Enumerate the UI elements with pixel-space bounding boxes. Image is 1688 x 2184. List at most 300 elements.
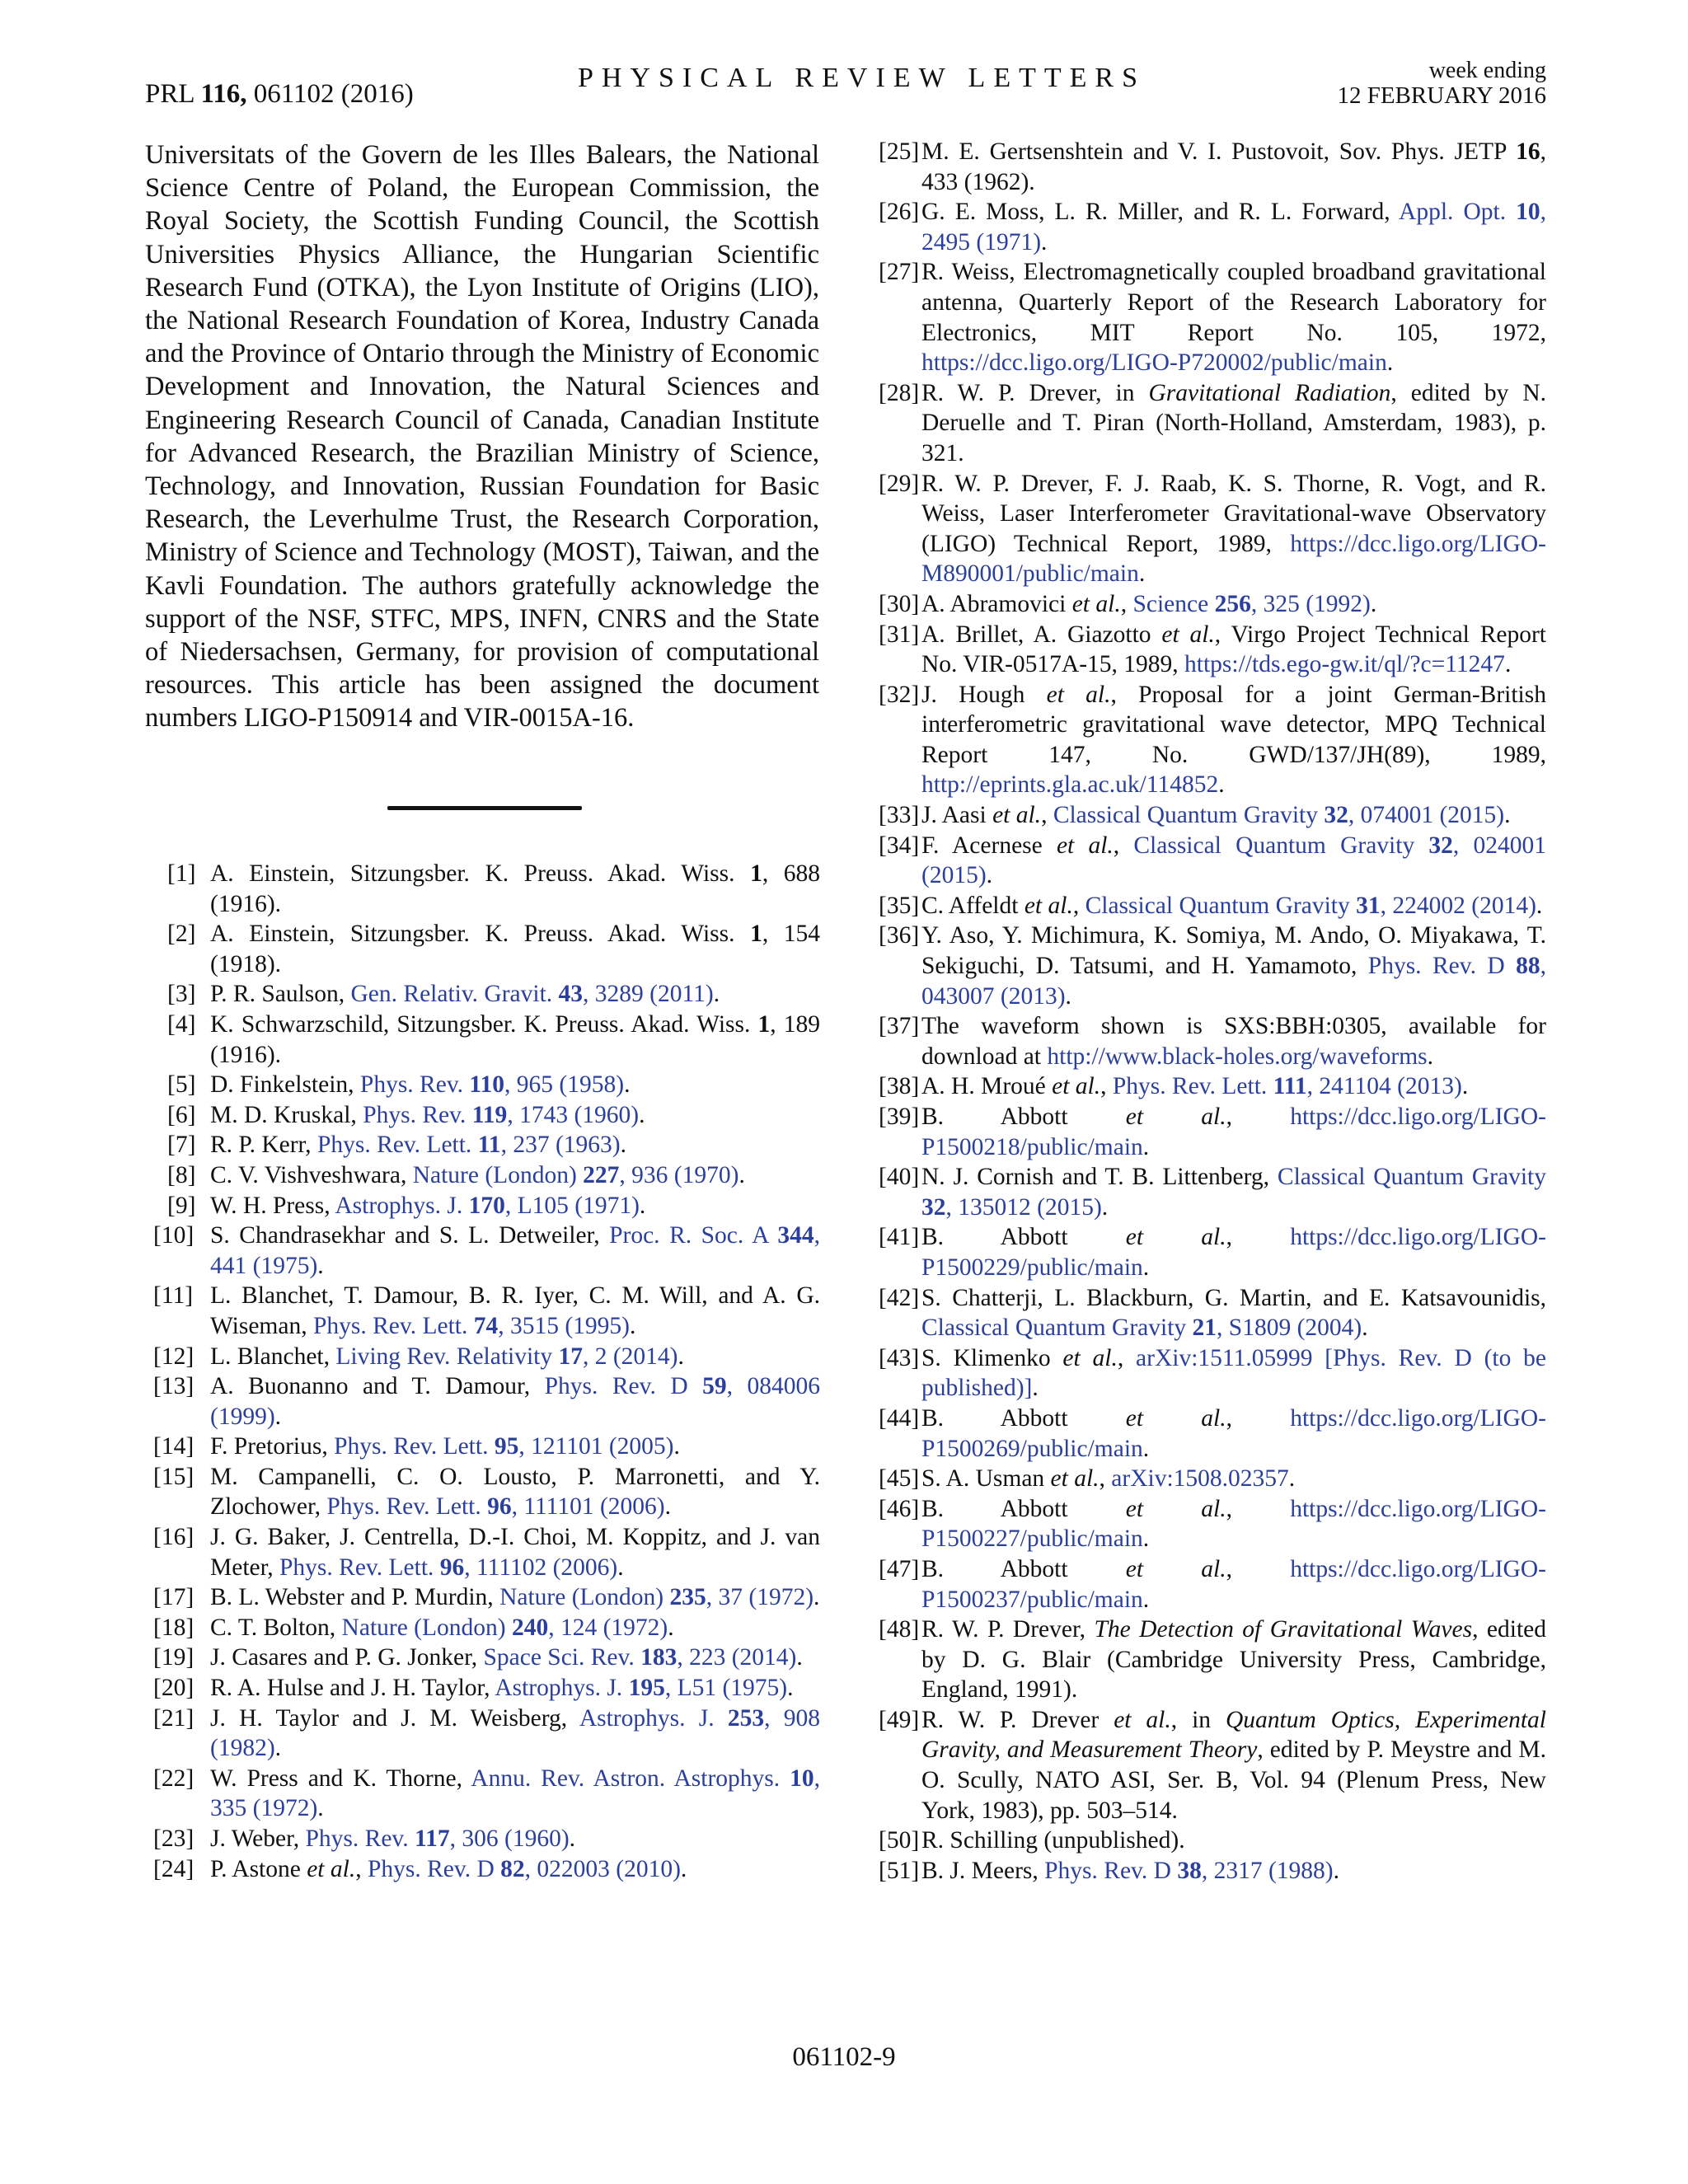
- week-label: week ending: [1428, 58, 1546, 83]
- page-header: [145, 59, 1546, 117]
- reference-text: L. Blanchet, T. Damour, B. R. Iyer, C. M. Will, and A. G. Wiseman,: [210, 1282, 820, 1339]
- reference-item: [153, 1764, 820, 1824]
- reference-text: F. Acernese: [921, 832, 1057, 859]
- reference-item: [879, 1343, 1546, 1404]
- reference-text: .: [1142, 1254, 1150, 1281]
- reference-link[interactable]: https://dcc.ligo.org/LIGO-P1500237/public/main: [921, 1555, 1546, 1613]
- reference-link[interactable]: 10: [1516, 199, 1540, 226]
- reference-link[interactable]: Phys. Rev. D: [367, 1855, 501, 1882]
- reference-link[interactable]: , 37 (1972): [706, 1584, 814, 1611]
- reference-text: C. T. Bolton,: [210, 1614, 342, 1641]
- reference-link[interactable]: Classical Quantum Gravity: [1277, 1164, 1546, 1191]
- reference-number: [33]: [879, 802, 920, 829]
- reference-italic-text: et al.: [1062, 1344, 1118, 1371]
- reference-link[interactable]: , 022003 (2010): [524, 1855, 681, 1882]
- week-date: 12 FEBRUARY 2016: [1337, 82, 1546, 109]
- reference-text: R. Schilling (unpublished).: [921, 1827, 1185, 1854]
- reference-link[interactable]: arXiv:1511.05999 [Phys. Rev. D (to be published)]: [921, 1344, 1546, 1402]
- reference-item: [153, 1342, 820, 1372]
- reference-text: ,: [1113, 832, 1134, 859]
- reference-text: , 433 (1962).: [921, 138, 1546, 195]
- reference-item: [879, 891, 1546, 921]
- reference-item: [153, 1643, 820, 1673]
- reference-link[interactable]: Phys. Rev.: [359, 1071, 470, 1099]
- reference-link[interactable]: 256: [1214, 590, 1251, 617]
- reference-item: [879, 1554, 1546, 1615]
- reference-number: [32]: [879, 681, 920, 708]
- reference-link[interactable]: 195: [628, 1675, 665, 1702]
- reference-text: .: [673, 1433, 680, 1460]
- reference-text: .: [738, 1161, 745, 1188]
- reference-item: [167, 1010, 820, 1070]
- reference-item: [167, 919, 820, 979]
- reference-volume: 1: [750, 921, 762, 948]
- reference-text: .: [569, 1825, 576, 1852]
- reference-number: [5]: [167, 1071, 196, 1099]
- reference-item: [879, 1464, 1546, 1494]
- reference-number: [24]: [153, 1855, 195, 1882]
- reference-link[interactable]: , S1809 (2004): [1217, 1315, 1362, 1342]
- reference-italic-text: et al.: [992, 802, 1042, 829]
- reference-text: .: [624, 1071, 631, 1099]
- reference-item: [879, 589, 1546, 620]
- reference-link[interactable]: , 2495 (1971): [921, 199, 1546, 255]
- reference-text: ,: [1100, 1073, 1113, 1100]
- reference-link[interactable]: Nature (London): [499, 1584, 670, 1611]
- reference-text: .: [986, 862, 993, 889]
- reference-text: .: [678, 1343, 684, 1370]
- reference-number: [26]: [879, 199, 920, 226]
- reference-link[interactable]: 119: [471, 1101, 508, 1128]
- reference-italic-text: et al.: [1046, 681, 1111, 708]
- reference-link[interactable]: Phys. Rev. D: [544, 1373, 703, 1400]
- reference-link[interactable]: http://www.black-holes.org/waveforms: [1047, 1043, 1428, 1070]
- reference-text: A. Einstein, Sitzungsber. K. Preuss. Akad. Wiss.: [210, 860, 751, 887]
- reference-text: .: [796, 1644, 803, 1671]
- reference-link[interactable]: Classical Quantum Gravity: [1133, 832, 1429, 859]
- reference-text: .: [1288, 1465, 1296, 1493]
- reference-text: .: [668, 1614, 674, 1641]
- reference-number: [4]: [167, 1010, 196, 1038]
- reference-text: .: [1386, 349, 1394, 377]
- reference-text: J. Hough: [921, 681, 1047, 708]
- reference-item: [879, 1404, 1546, 1464]
- reference-text: ,: [1072, 892, 1085, 919]
- reference-text: .: [1218, 771, 1225, 799]
- reference-text: J. G. Baker, J. Centrella, D.-I. Choi, M. Koppitz, and J. van Meter,: [210, 1524, 820, 1581]
- reference-text: .: [1504, 802, 1511, 829]
- reference-link[interactable]: , 306 (1960): [449, 1825, 570, 1852]
- reference-link[interactable]: , L105 (1971): [504, 1192, 640, 1219]
- reference-link[interactable]: , 335 (1972): [210, 1765, 820, 1822]
- reference-number: [2]: [167, 921, 196, 948]
- reference-text: The waveform shown is SXS:BBH:0305, available for download at: [921, 1013, 1546, 1070]
- reference-text: A. Abramovici: [921, 590, 1072, 617]
- reference-item: [153, 1281, 820, 1341]
- reference-link[interactable]: 227: [583, 1161, 620, 1188]
- reference-text: ,: [1041, 802, 1053, 829]
- reference-list-right: [879, 137, 1546, 1886]
- reference-text: R. W. P. Drever, F. J. Raab, K. S. Thorne, R. Vogt, and R. Weiss, Laser Interferometer Gravitational-wave Observatory (LIGO) Technical Report, 1989,: [921, 470, 1546, 557]
- reference-text: A. Brillet, A. Giazotto: [921, 621, 1162, 648]
- reference-link[interactable]: , 1743 (1960): [507, 1101, 640, 1128]
- reference-link[interactable]: 95: [494, 1433, 519, 1460]
- reference-link[interactable]: https://dcc.ligo.org/LIGO-P1500269/public/main: [921, 1404, 1546, 1462]
- reference-italic-text: et al.: [1052, 1073, 1101, 1100]
- reference-link[interactable]: , 111102 (2006): [464, 1554, 618, 1581]
- reference-text: .: [1427, 1043, 1434, 1070]
- reference-text: .: [1142, 1133, 1150, 1160]
- reference-link[interactable]: Classical Quantum Gravity: [1053, 802, 1325, 829]
- issue-date: [1337, 58, 1546, 109]
- reference-link[interactable]: , 237 (1963): [500, 1132, 621, 1159]
- reference-text: .: [639, 1101, 645, 1128]
- reference-link[interactable]: , 084006 (1999): [210, 1373, 820, 1430]
- reference-link[interactable]: , 135012 (2015): [945, 1193, 1102, 1221]
- reference-link[interactable]: , 024001 (2015): [921, 832, 1547, 889]
- reference-link[interactable]: 11: [477, 1132, 501, 1159]
- reference-item: [153, 1462, 820, 1522]
- reference-number: [19]: [153, 1644, 195, 1671]
- reference-link[interactable]: 43: [558, 981, 584, 1008]
- reference-item: [153, 1854, 820, 1885]
- reference-link[interactable]: Space Sci. Rev.: [483, 1644, 641, 1671]
- reference-text: , edited by P. Meystre and M. O. Scully, NATO ASI, Ser. B, Vol. 94 (Plenum Press, New York, 1983), pp. 503–514.: [921, 1736, 1546, 1824]
- reference-italic-text: et al.: [1125, 1555, 1226, 1582]
- reference-number: [14]: [153, 1433, 195, 1460]
- reference-text: P. Astone: [210, 1855, 307, 1882]
- reference-link[interactable]: , 224002 (2014): [1380, 892, 1536, 919]
- reference-text: A. Buonanno and T. Damour,: [210, 1373, 545, 1400]
- reference-italic-text: The Detection of Gravitational Waves: [1094, 1616, 1473, 1643]
- reference-link[interactable]: https://tds.ego-gw.it/ql/?c=11247: [1184, 651, 1505, 678]
- reference-item: [153, 1673, 820, 1704]
- reference-number: [25]: [879, 138, 920, 165]
- reference-link[interactable]: Phys. Rev. Lett.: [1112, 1073, 1273, 1100]
- reference-volume: 16: [1516, 138, 1540, 165]
- reference-item: [879, 1494, 1546, 1554]
- reference-text: .: [620, 1132, 626, 1159]
- reference-link[interactable]: 111: [1273, 1073, 1307, 1100]
- reference-link[interactable]: Annu. Rev. Astron. Astrophys.: [471, 1765, 790, 1792]
- reference-text: R. W. P. Drever, in: [921, 379, 1149, 406]
- reference-italic-text: et al.: [307, 1855, 356, 1882]
- reference-item: [153, 1522, 820, 1582]
- reference-item: [879, 197, 1546, 257]
- reference-italic-text: Gravitational Radiation: [1148, 379, 1391, 406]
- reference-text: ,: [355, 1855, 368, 1882]
- reference-link[interactable]: 96: [439, 1554, 465, 1581]
- reference-item: [879, 1011, 1546, 1071]
- reference-text: ,: [1226, 1555, 1291, 1582]
- article-number: 061102 (2016): [253, 79, 414, 109]
- reference-number: [23]: [153, 1825, 195, 1852]
- reference-link[interactable]: 183: [640, 1644, 678, 1671]
- reference-link[interactable]: , 908 (1982): [210, 1704, 821, 1762]
- reference-link[interactable]: 82: [500, 1855, 525, 1882]
- reference-italic-text: et al.: [1056, 832, 1114, 859]
- reference-text: .: [1065, 982, 1071, 1010]
- reference-number: [27]: [879, 259, 920, 286]
- reference-link[interactable]: , 121101 (2005): [518, 1433, 674, 1460]
- reference-link[interactable]: Astrophys. J.: [579, 1704, 728, 1732]
- reference-number: [7]: [167, 1132, 196, 1159]
- reference-link[interactable]: , 936 (1970): [619, 1161, 739, 1188]
- reference-text: , Virgo Project Technical Report No. VIR-0517A-15, 1989,: [921, 621, 1546, 678]
- reference-link[interactable]: , 074001 (2015): [1348, 802, 1505, 829]
- reference-link[interactable]: 38: [1177, 1857, 1202, 1884]
- reference-text: B. Abbott: [921, 1404, 1126, 1432]
- reference-text: S. Klimenko: [921, 1344, 1063, 1371]
- reference-number: [1]: [167, 860, 196, 887]
- reference-italic-text: et al.: [1071, 590, 1121, 617]
- reference-link[interactable]: 253: [727, 1704, 765, 1732]
- reference-text: S. Chandrasekhar and S. L. Detweiler,: [210, 1222, 610, 1249]
- reference-text: , edited by N. Deruelle and T. Piran (North-Holland, Amsterdam, 1983), p. 321.: [921, 379, 1546, 466]
- reference-text: ,: [1226, 1495, 1291, 1522]
- reference-text: K. Schwarzschild, Sitzungsber. K. Preuss. Akad. Wiss.: [210, 1010, 758, 1038]
- reference-link[interactable]: https://dcc.ligo.org/LIGO-P720002/public/main: [921, 349, 1387, 377]
- reference-link[interactable]: , 111101 (2006): [511, 1493, 665, 1521]
- reference-link[interactable]: Astrophys. J.: [495, 1675, 629, 1702]
- reference-item: [153, 1824, 820, 1854]
- reference-text: B. Abbott: [921, 1555, 1126, 1582]
- reference-link[interactable]: Astrophys. J.: [335, 1192, 469, 1219]
- reference-number: [49]: [879, 1706, 920, 1733]
- reference-link[interactable]: http://eprints.gla.ac.uk/114852: [921, 771, 1219, 799]
- reference-link[interactable]: Phys. Rev.: [363, 1101, 472, 1128]
- reference-link[interactable]: Phys. Rev. D: [1044, 1857, 1178, 1884]
- reference-link[interactable]: Phys. Rev.: [305, 1825, 415, 1852]
- reference-italic-text: Quantum Optics, Experimental Gravity, and Measurement Theory: [921, 1706, 1546, 1764]
- reference-link[interactable]: 74: [473, 1312, 499, 1339]
- reference-item: [153, 1371, 820, 1432]
- reference-item: [879, 469, 1546, 589]
- reference-link[interactable]: , 965 (1958): [504, 1071, 625, 1099]
- reference-number: [8]: [167, 1161, 196, 1188]
- reference-text: .: [1142, 1526, 1150, 1553]
- reference-link[interactable]: 17: [558, 1343, 583, 1370]
- reference-number: [16]: [153, 1524, 195, 1551]
- reference-text: W. Press and K. Thorne,: [210, 1765, 471, 1792]
- reference-text: ,: [1099, 1465, 1112, 1493]
- reference-item: [153, 1582, 820, 1613]
- reference-item: [879, 620, 1546, 680]
- reference-text: M. Campanelli, C. O. Lousto, P. Marronetti, and Y. Zlochower,: [210, 1463, 820, 1521]
- reference-link[interactable]: 32: [1428, 832, 1453, 859]
- reference-link[interactable]: Gen. Relativ. Gravit.: [350, 981, 559, 1008]
- journal-volume: 116,: [200, 79, 247, 109]
- reference-link[interactable]: , 3289 (2011): [583, 981, 714, 1008]
- reference-link[interactable]: https://dcc.ligo.org/LIGO-P1500227/public/main: [921, 1495, 1546, 1553]
- reference-link[interactable]: https://dcc.ligo.org/LIGO-P1500218/public/main: [921, 1104, 1546, 1160]
- reference-link[interactable]: 344: [777, 1222, 814, 1249]
- reference-link[interactable]: Phys. Rev. Lett.: [326, 1493, 488, 1521]
- reference-link[interactable]: Phys. Rev. Lett.: [334, 1433, 495, 1460]
- reference-link[interactable]: Nature (London): [412, 1161, 584, 1188]
- reference-item: [167, 1070, 820, 1100]
- reference-text: S. Chatterji, L. Blackburn, G. Martin, and E. Katsavounidis,: [921, 1284, 1546, 1311]
- reference-text: C. Affeldt: [921, 892, 1025, 919]
- reference-link[interactable]: Science: [1132, 590, 1215, 617]
- reference-link[interactable]: Classical Quantum Gravity: [921, 1315, 1193, 1342]
- reference-link[interactable]: 59: [702, 1373, 727, 1400]
- journal-title: PHYSICAL REVIEW LETTERS: [578, 63, 1146, 93]
- reference-text: B. Abbott: [921, 1104, 1126, 1130]
- reference-text: .: [1461, 1073, 1469, 1100]
- reference-link[interactable]: Phys. Rev. D: [1367, 953, 1517, 980]
- reference-text: .: [713, 981, 720, 1008]
- reference-link[interactable]: https://dcc.ligo.org/LIGO-P1500229/public/main: [921, 1224, 1546, 1281]
- reference-number: [9]: [167, 1192, 196, 1219]
- reference-link[interactable]: 170: [468, 1192, 505, 1219]
- reference-number: [47]: [879, 1555, 920, 1582]
- reference-text: D. Finkelstein,: [210, 1071, 360, 1099]
- reference-text: .: [317, 1252, 324, 1279]
- reference-text: , edited by D. G. Blair (Cambridge University Press, Cambridge, England, 1991).: [921, 1616, 1546, 1704]
- reference-link[interactable]: 10: [790, 1765, 814, 1792]
- reference-link[interactable]: 21: [1192, 1315, 1217, 1342]
- journal-citation: [145, 79, 414, 110]
- reference-link[interactable]: 235: [669, 1584, 706, 1611]
- reference-item: [879, 831, 1546, 891]
- reference-item: [167, 1130, 820, 1160]
- reference-link[interactable]: 96: [487, 1493, 512, 1521]
- reference-text: , 154 (1918).: [210, 921, 821, 977]
- reference-text: A. H. Mroué: [921, 1073, 1053, 1100]
- reference-italic-text: et al.: [1161, 621, 1215, 648]
- reference-text: J. H. Taylor and J. M. Weisberg,: [210, 1704, 579, 1732]
- reference-volume: 1: [750, 860, 762, 887]
- reference-link[interactable]: Proc. R. Soc. A: [609, 1222, 778, 1249]
- reference-number: [18]: [153, 1614, 195, 1641]
- reference-link[interactable]: , 441 (1975): [210, 1222, 820, 1279]
- reference-volume: 1: [757, 1010, 771, 1038]
- reference-link[interactable]: , 124 (1972): [548, 1614, 668, 1641]
- reference-text: , Proposal for a joint German-British interferometric gravitational wave detector, MPQ Technical Report 147, No. GWD/137/JH(89), 1989,: [921, 681, 1546, 768]
- reference-link[interactable]: 32: [1324, 802, 1348, 829]
- reference-text: N. J. Cornish and T. B. Littenberg,: [921, 1164, 1278, 1191]
- reference-link[interactable]: , 241104 (2013): [1306, 1073, 1462, 1100]
- reference-text: S. A. Usman: [921, 1465, 1051, 1493]
- reference-item: [879, 921, 1546, 1011]
- reference-text: ,: [1226, 1404, 1291, 1432]
- reference-link[interactable]: 88: [1516, 953, 1540, 980]
- reference-link[interactable]: Phys. Rev. Lett.: [316, 1132, 478, 1159]
- reference-text: M. D. Kruskal,: [210, 1101, 363, 1128]
- reference-item: [879, 1615, 1546, 1705]
- reference-link[interactable]: Living Rev. Relativity: [335, 1343, 559, 1370]
- reference-link[interactable]: 110: [469, 1071, 505, 1099]
- acknowledgment-paragraph: Universitats of the Govern de les Illes Balears, the National Science Centre of Poland, the European Commission, the Royal Society, the Scottish Funding Council, the Scottish Universities Physics Alliance, the Hungarian Scientific Research Fund (OTKA), the Lyon Institute of Origins (LIO), the National Research Foundation of Korea, Industry Canada and the Province of Ontario through the Ministry of Economic Development and Innovation, the Natural Sciences and Engineering Research Council of Canada, Canadian Institute for Advanced Research, the Brazilian Ministry of Science, Technology, and Innovation, Russian Foundation for Basic Research, the Leverhulme Trust, the Research Corporation, Ministry of Science and Technology (MOST), Taiwan, and the Kavli Foundation. The authors gratefully acknowledge the support of the NSF, STFC, MPS, INFN, CNRS and the State of Niedersachsen, Germany, for provision of computational resources. This article has been assigned the document numbers LIGO-P150914 and VIR-0015A-16.: [145, 140, 819, 733]
- reference-link[interactable]: 31: [1356, 892, 1381, 919]
- reference-link[interactable]: Nature (London): [341, 1614, 512, 1641]
- reference-text: .: [664, 1493, 671, 1521]
- reference-item: [879, 1071, 1546, 1102]
- reference-number: [38]: [879, 1073, 920, 1100]
- reference-italic-text: et al.: [1125, 1495, 1226, 1522]
- reference-text: B. Abbott: [921, 1224, 1126, 1251]
- reference-text: , 688 (1916).: [210, 860, 821, 917]
- reference-number: [11]: [153, 1282, 194, 1310]
- reference-italic-text: et al.: [1114, 1706, 1171, 1733]
- reference-link[interactable]: 32: [921, 1193, 946, 1221]
- reference-item: [879, 1825, 1546, 1856]
- reference-text: P. R. Saulson,: [210, 981, 351, 1008]
- reference-number: [40]: [879, 1164, 920, 1191]
- reference-text: .: [317, 1795, 324, 1822]
- reference-link[interactable]: , 2 (2014): [582, 1343, 678, 1370]
- reference-text: .: [1142, 1586, 1150, 1613]
- reference-item: [879, 257, 1546, 377]
- page-number: 061102-9: [792, 2042, 896, 2072]
- reference-text: , in: [1170, 1706, 1226, 1733]
- reference-item: [167, 1160, 820, 1191]
- reference-number: [51]: [879, 1857, 920, 1884]
- reference-item: [879, 1102, 1546, 1162]
- reference-text: .: [617, 1554, 624, 1581]
- reference-number: [12]: [153, 1343, 195, 1370]
- reference-link[interactable]: , 3515 (1995): [498, 1312, 631, 1339]
- reference-text: J. Casares and P. G. Jonker,: [210, 1644, 484, 1671]
- reference-link[interactable]: Classical Quantum Gravity: [1085, 892, 1357, 919]
- reference-link[interactable]: https://dcc.ligo.org/LIGO-M890001/public/main: [921, 530, 1546, 588]
- reference-item: [879, 1283, 1546, 1343]
- reference-link[interactable]: 240: [511, 1614, 549, 1641]
- reference-number: [13]: [153, 1373, 195, 1400]
- reference-number: [41]: [879, 1224, 920, 1251]
- reference-number: [22]: [153, 1765, 195, 1792]
- reference-number: [37]: [879, 1013, 920, 1040]
- reference-link[interactable]: arXiv:1508.02357: [1111, 1465, 1289, 1493]
- reference-text: .: [1504, 651, 1512, 678]
- reference-number: [46]: [879, 1495, 920, 1522]
- reference-item: [153, 1704, 821, 1764]
- reference-text: R. P. Kerr,: [210, 1132, 317, 1159]
- reference-link[interactable]: , L51 (1975): [664, 1675, 788, 1702]
- reference-item: [879, 137, 1546, 197]
- reference-text: ,: [1226, 1224, 1291, 1251]
- reference-number: [30]: [879, 590, 920, 617]
- reference-text: .: [274, 1403, 282, 1430]
- reference-text: ,: [1226, 1104, 1291, 1130]
- reference-number: [10]: [153, 1222, 195, 1249]
- reference-link[interactable]: , 043007 (2013): [921, 953, 1546, 1010]
- reference-link[interactable]: Phys. Rev. Lett.: [312, 1312, 474, 1339]
- reference-number: [31]: [879, 621, 920, 648]
- reference-link[interactable]: Phys. Rev. Lett.: [279, 1554, 440, 1581]
- reference-link[interactable]: Appl. Opt.: [1399, 199, 1517, 226]
- reference-link[interactable]: 117: [415, 1825, 450, 1852]
- reference-number: [17]: [153, 1584, 195, 1611]
- reference-text: .: [630, 1312, 636, 1339]
- reference-number: [48]: [879, 1616, 920, 1643]
- reference-item: [879, 680, 1546, 800]
- reference-list-left: [153, 859, 821, 1884]
- reference-text: .: [1362, 1315, 1368, 1342]
- reference-number: [6]: [167, 1101, 196, 1128]
- reference-link[interactable]: , 325 (1992): [1250, 590, 1371, 617]
- reference-item: [879, 378, 1546, 469]
- reference-item: [167, 1100, 820, 1131]
- reference-text: .: [1101, 1193, 1109, 1221]
- reference-link[interactable]: , 223 (2014): [677, 1644, 797, 1671]
- reference-item: [879, 1705, 1546, 1825]
- reference-text: R. W. P. Drever: [921, 1706, 1114, 1733]
- reference-italic-text: et al.: [1125, 1404, 1226, 1432]
- reference-link[interactable]: , 2317 (1988): [1201, 1857, 1334, 1884]
- reference-item: [167, 1191, 820, 1221]
